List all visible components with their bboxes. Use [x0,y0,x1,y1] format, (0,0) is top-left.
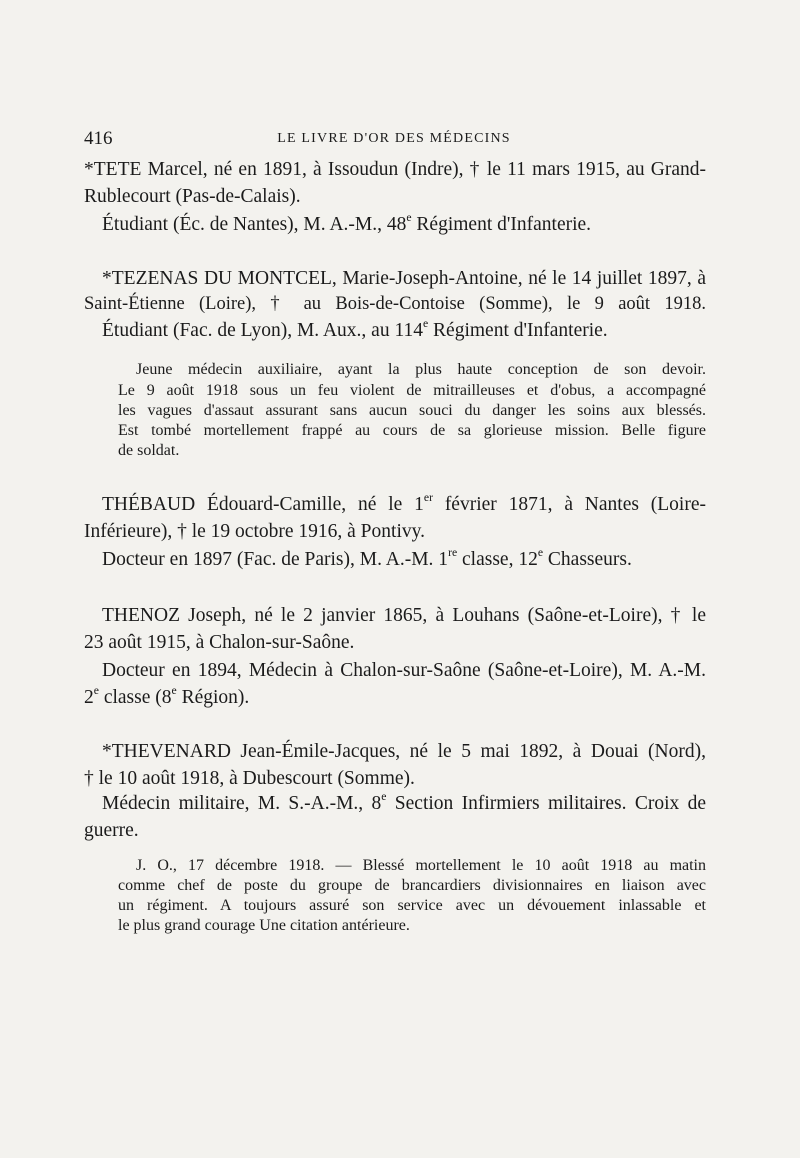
citation-line: de soldat. [118,442,180,459]
entry-line: Rublecourt (Pas-de-Calais). [84,186,301,207]
citation-line: les vagues d'assaut assurant sans aucun souci du danger les soins aux blessés. [118,402,706,419]
citation-line: comme chef de poste du groupe de brancardiers divisionnaires en liaison avec [118,877,706,894]
entry-line: 2e classe (8e Région). [84,683,250,708]
entry-line: THENOZ Joseph, né le 2 janvier 1865, à Louhans (Saône-et-Loire), † le [102,605,706,626]
entry-line: Docteur en 1894, Médecin à Chalon-sur-Saône (Saône-et-Loire), M. A.-M. [102,660,706,681]
entry-line: *TEZENAS DU MONTCEL, Marie-Joseph-Antoine, né le 14 juillet 1897, à [102,268,706,289]
citation-line: Jeune médecin auxiliaire, ayant la plus haute conception de son devoir. [136,361,706,378]
citation-line: Le 9 août 1918 sous un feu violent de mitrailleuses et d'obus, a accompagné [118,382,706,399]
entry-line: Inférieure), † le 19 octobre 1916, à Pontivy. [84,521,425,542]
citation-line: Est tombé mortellement frappé au cours de sa glorieuse mission. Belle figure [118,422,706,439]
citation-line: J. O., 17 décembre 1918. — Blessé mortellement le 10 août 1918 au matin [136,857,706,874]
entry-line: *TETE Marcel, né en 1891, à Issoudun (Indre), † le 11 mars 1915, au Grand- [84,159,706,180]
entry-line: 23 août 1915, à Chalon-sur-Saône. [84,632,355,653]
entry-line: THÉBAUD Édouard-Camille, né le 1er février 1871, à Nantes (Loire- [102,490,706,515]
page-header [84,128,704,150]
entry-line: Saint-Étienne (Loire), † au Bois-de-Contoise (Somme), le 9 août 1918. [84,294,706,314]
entry-line: Docteur en 1897 (Fac. de Paris), M. A.-M. 1re classe, 12e Chasseurs. [102,545,632,570]
entry-line: *THEVENARD Jean-Émile-Jacques, né le 5 mai 1892, à Douai (Nord), [102,741,706,762]
entry-line: guerre. [84,820,139,841]
entry-line: Médecin militaire, M. S.-A.-M., 8e Section Infirmiers militaires. Croix de [102,789,706,814]
entry-line: † le 10 août 1918, à Dubescourt (Somme). [84,768,415,789]
citation-line: un régiment. A toujours assuré son service avec un dévouement inlassable et [118,897,706,914]
citation-line: le plus grand courage Une citation antérieure. [118,917,410,934]
running-title: LE LIVRE D'OR DES MÉDECINS [277,131,511,146]
page-number: 416 [84,128,113,149]
entry-line: Étudiant (Fac. de Lyon), M. Aux., au 114e Régiment d'Infanterie. [102,316,608,341]
entry-line: Étudiant (Éc. de Nantes), M. A.-M., 48e Régiment d'Infanterie. [102,210,592,235]
